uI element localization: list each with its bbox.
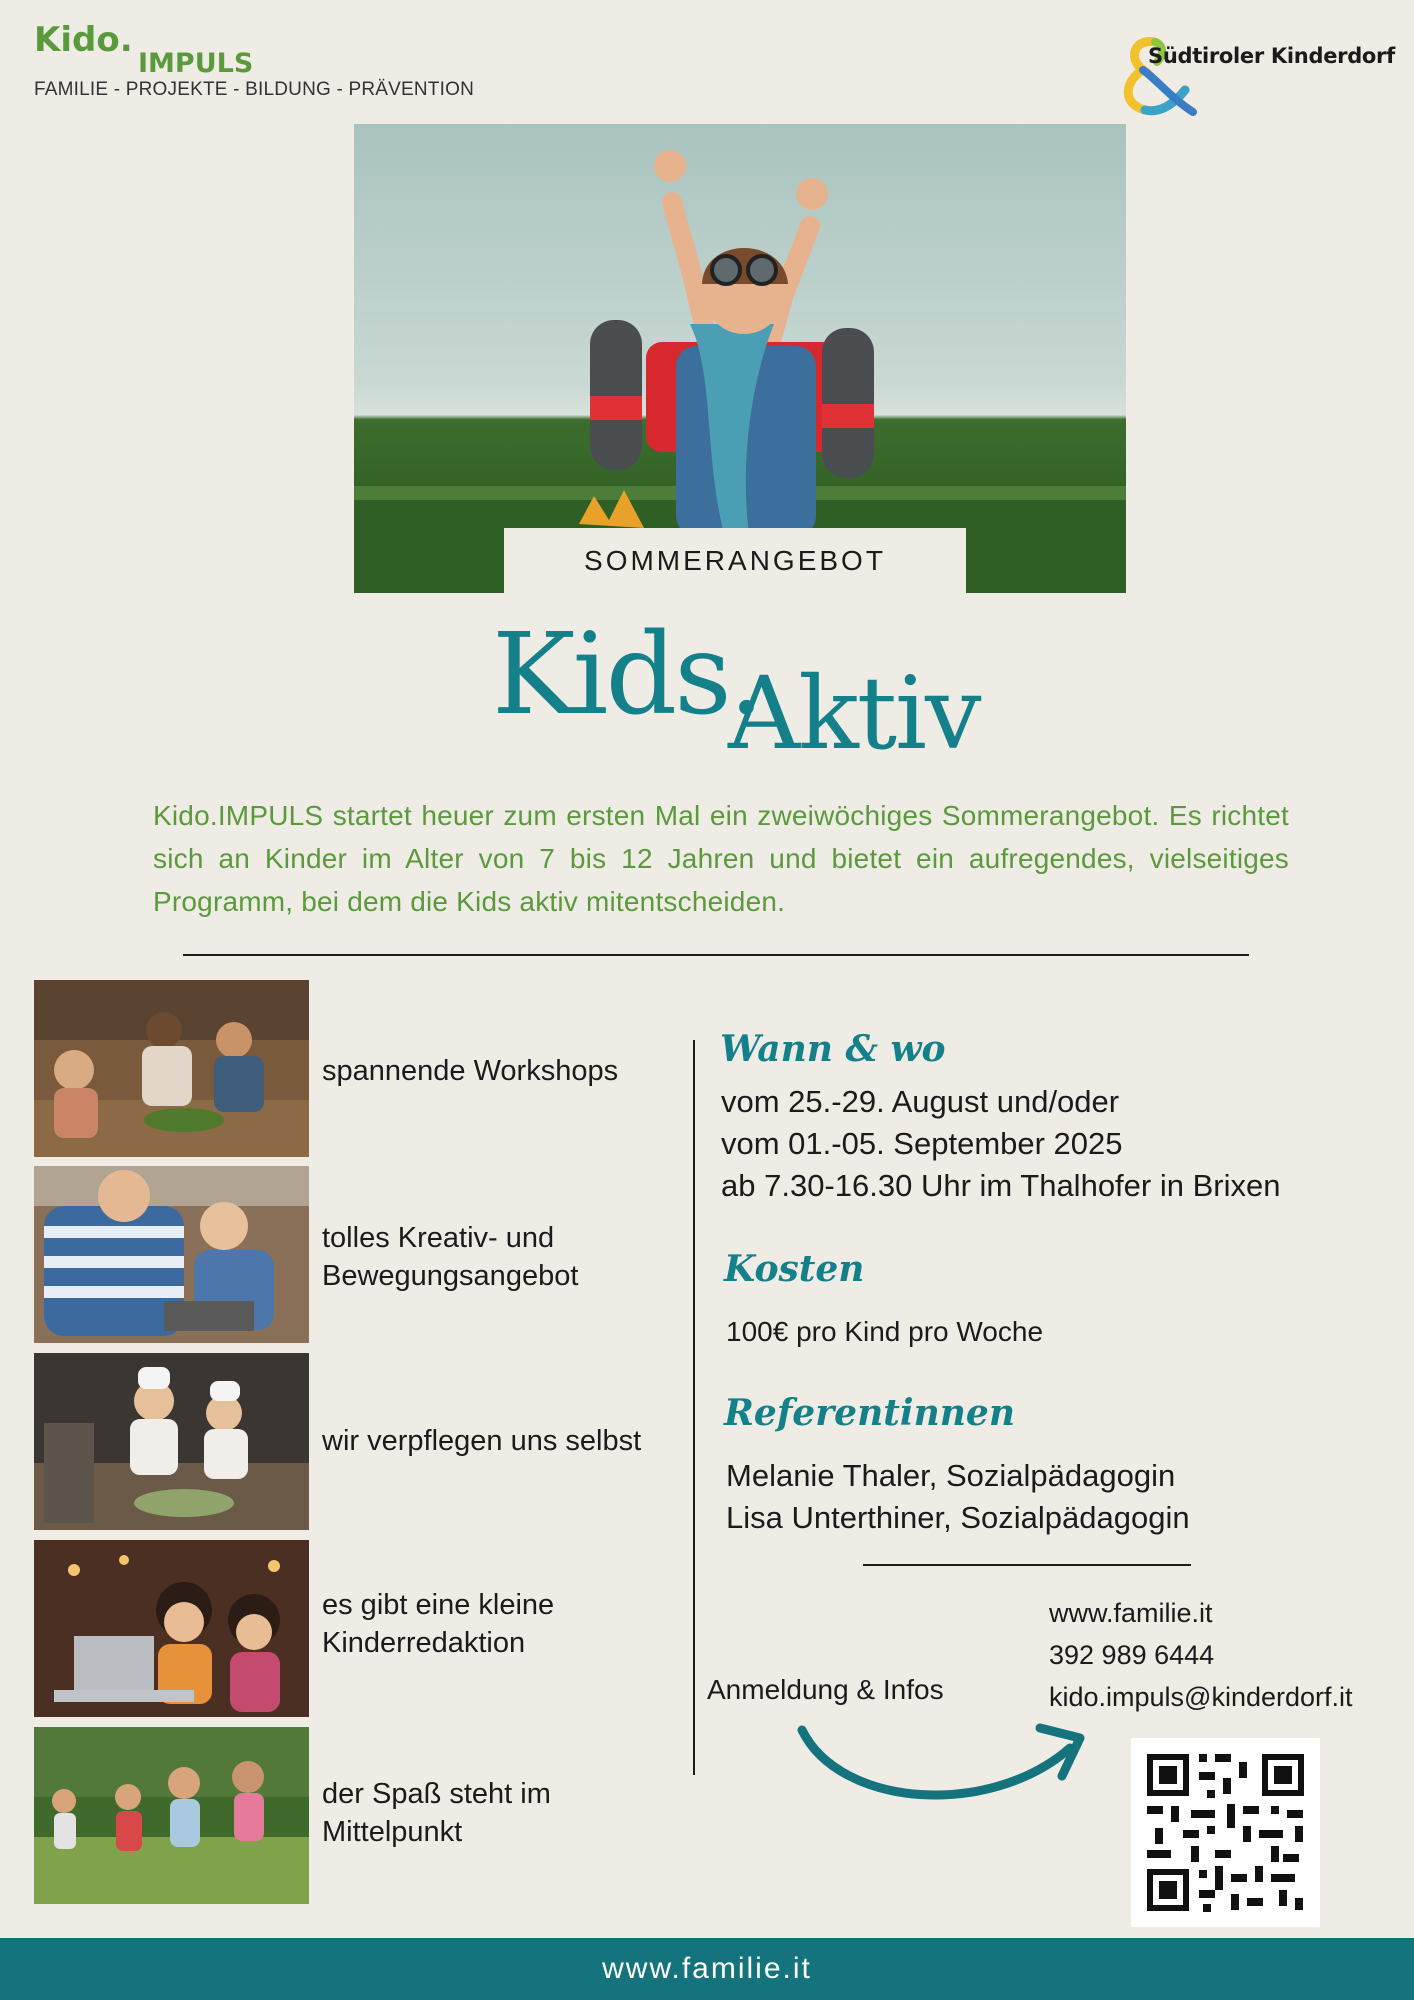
- contact-info: [1049, 1592, 1353, 1718]
- when-details: [721, 1081, 1280, 1207]
- feature-photo-kreativ: [34, 1166, 309, 1343]
- children-nature-photo-icon: [34, 980, 309, 1157]
- contact-divider: [863, 1564, 1191, 1566]
- when-heading: Wann & wo: [720, 1028, 946, 1070]
- logo-impuls: IMPULS: [138, 48, 254, 79]
- intro-text: Kido.IMPULS startet heuer zum ersten Mal ein zweiwöchiges Sommerangebot. Es richtet sich an Kinder im Alter von 7 bis 12 Jahren und bietet ein aufregendes, vielseitiges Programm, bei dem die Kids aktiv mitentscheiden.: [153, 800, 1289, 917]
- referentinnen-heading: Referentinnen: [724, 1392, 1015, 1434]
- contact-phone[interactable]: 392 989 6444: [1049, 1640, 1215, 1670]
- tagline: FAMILIE - PROJEKTE - BILDUNG - PRÄVENTION: [34, 79, 474, 100]
- qr-code[interactable]: [1131, 1738, 1320, 1927]
- feature-line: es gibt eine kleine: [322, 1589, 555, 1621]
- column-divider: [693, 1040, 695, 1775]
- curved-arrow-icon: [790, 1718, 1090, 1818]
- divider: [183, 954, 1249, 956]
- cost-text: 100€ pro Kind pro Woche: [726, 1316, 1044, 1347]
- contact-email[interactable]: kido.impuls@kinderdorf.it: [1049, 1682, 1353, 1712]
- title-kids: Kids.: [492, 610, 762, 740]
- feature-text-5: [322, 1775, 551, 1851]
- hero-label: SOMMERANGEBOT: [504, 528, 966, 593]
- title-aktiv: Aktiv: [728, 655, 980, 772]
- feature-line: wir verpflegen uns selbst: [322, 1425, 642, 1457]
- logo-kido: Kido.: [34, 20, 133, 60]
- qr-code-icon: [1131, 1738, 1320, 1927]
- footer-bar: [0, 1938, 1414, 2000]
- feature-photo-spass: [34, 1727, 309, 1904]
- when-line-1: vom 25.-29. August und/oder: [721, 1084, 1120, 1119]
- child-jetpack-photo-icon: [354, 124, 1126, 593]
- anmeldung-label: Anmeldung & Infos: [707, 1674, 944, 1705]
- feature-line: tolles Kreativ- und: [322, 1222, 555, 1254]
- feature-text-3: [322, 1422, 641, 1460]
- feature-photo-kochen: [34, 1353, 309, 1530]
- kids-running-photo-icon: [34, 1727, 309, 1904]
- footer-url[interactable]: www.familie.it: [602, 1952, 812, 1985]
- when-line-2: vom 01.-05. September 2025: [721, 1126, 1123, 1161]
- when-line-3: ab 7.30-16.30 Uhr im Thalhofer in Brixen: [721, 1168, 1281, 1203]
- feature-line: der Spaß steht im: [322, 1778, 551, 1810]
- partner-logo-text: Südtiroler Kinderdorf: [1148, 44, 1395, 68]
- referent-2: Lisa Unterthiner, Sozialpädagogin: [726, 1500, 1190, 1535]
- feature-line: Bewegungsangebot: [322, 1260, 579, 1292]
- feature-line: Mittelpunkt: [322, 1816, 463, 1848]
- cost-heading: Kosten: [724, 1248, 865, 1290]
- referentinnen-list: [726, 1455, 1190, 1539]
- feature-text-2: [322, 1219, 578, 1295]
- girls-laptop-photo-icon: [34, 1540, 309, 1717]
- feature-photo-redaktion: [34, 1540, 309, 1717]
- feature-line: Kinderredaktion: [322, 1627, 526, 1659]
- boys-crafting-photo-icon: [34, 1166, 309, 1343]
- feature-line: spannende Workshops: [322, 1055, 619, 1087]
- feature-text-1: [322, 1052, 618, 1090]
- hero-image: [354, 124, 1126, 593]
- feature-photo-workshops: [34, 980, 309, 1157]
- referent-1: Melanie Thaler, Sozialpädagogin: [726, 1458, 1176, 1493]
- kids-cooking-photo-icon: [34, 1353, 309, 1530]
- feature-text-4: [322, 1586, 554, 1662]
- contact-website[interactable]: www.familie.it: [1049, 1598, 1213, 1628]
